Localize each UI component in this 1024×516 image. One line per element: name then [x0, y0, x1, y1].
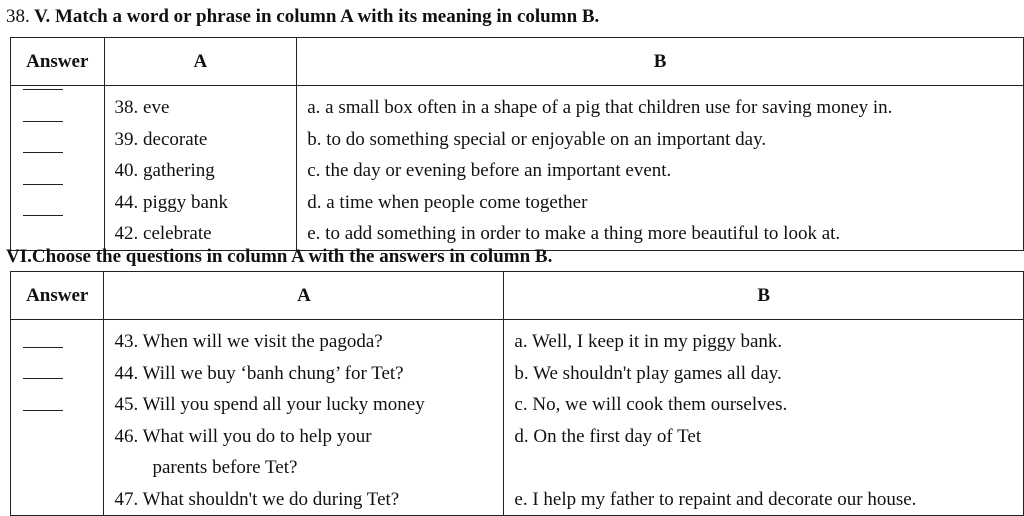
column-b-item: d. a time when people come together [307, 191, 588, 213]
answer-blank[interactable] [23, 163, 63, 195]
section6-heading [6, 246, 552, 268]
column-b-cell [297, 86, 1024, 251]
column-a-cell [104, 320, 504, 516]
column-a-cell [104, 86, 297, 251]
section6-title: VI.Choose the questions in column A with the answers in column B. [6, 246, 553, 267]
section5-title: V. Match a word or phrase in column A with its meaning in column B. [34, 6, 600, 27]
column-b-item: c. the day or evening before an important event. [307, 160, 672, 181]
answer-blank[interactable] [23, 86, 63, 100]
column-a-item: 44. piggy bank [114, 191, 228, 213]
column-b-item: b. We shouldn't play games all day. [514, 362, 782, 384]
answer-header: Answer [11, 38, 105, 86]
column-b-item [514, 452, 1023, 484]
column-b-cell [504, 320, 1024, 516]
column-a-item: 39. decorate [114, 128, 208, 150]
section5-table [10, 37, 1024, 251]
answer-cell [11, 320, 104, 516]
cropped-text-top [0, 0, 1024, 4]
column-a-header: A [104, 272, 504, 320]
answer-header: Answer [11, 272, 104, 320]
answer-cell [11, 86, 105, 251]
answer-blank[interactable] [23, 195, 63, 227]
question-number: 38. [6, 6, 30, 27]
answer-blank[interactable] [23, 326, 63, 358]
column-b-item: a. a small box often in a shape of a pig that children use for saving money in. [307, 97, 893, 118]
column-b-item: e. to add something in order to make a thing more beautiful to look at. [307, 223, 841, 244]
column-a-item: 38. eve [114, 97, 170, 118]
column-a-item: 44. Will we buy ‘banh chung’ for Tet? [114, 362, 404, 384]
column-a-item: 47. What shouldn't we do during Tet? [114, 488, 400, 510]
section5-heading [6, 6, 599, 28]
answer-blank[interactable] [23, 358, 63, 390]
column-a-header: A [104, 38, 297, 86]
column-a-item: 42. celebrate [114, 223, 212, 244]
column-b-header: B [504, 272, 1024, 320]
column-a-item: 40. gathering [114, 160, 215, 181]
column-b-item: e. I help my father to repaint and decorate our house. [514, 488, 917, 510]
section6-table [10, 271, 1024, 516]
answer-blank[interactable] [23, 132, 63, 164]
column-a-item: 43. When will we visit the pagoda? [114, 331, 383, 352]
column-b-item: b. to do something special or enjoyable on an important day. [307, 128, 767, 150]
column-b-item: c. No, we will cook them ourselves. [514, 394, 788, 415]
column-a-item: 45. Will you spend all your lucky money [114, 394, 425, 415]
cropped-text-bottom [0, 510, 1024, 516]
column-b-header: B [297, 38, 1024, 86]
column-a-item: 46. What will you do to help your [114, 425, 372, 447]
column-b-item: d. On the first day of Tet [514, 425, 702, 447]
answer-blank[interactable] [23, 100, 63, 132]
answer-blank[interactable] [23, 389, 63, 421]
column-a-item-continued: parents before Tet? [152, 457, 298, 478]
column-b-item: a. Well, I keep it in my piggy bank. [514, 331, 783, 352]
